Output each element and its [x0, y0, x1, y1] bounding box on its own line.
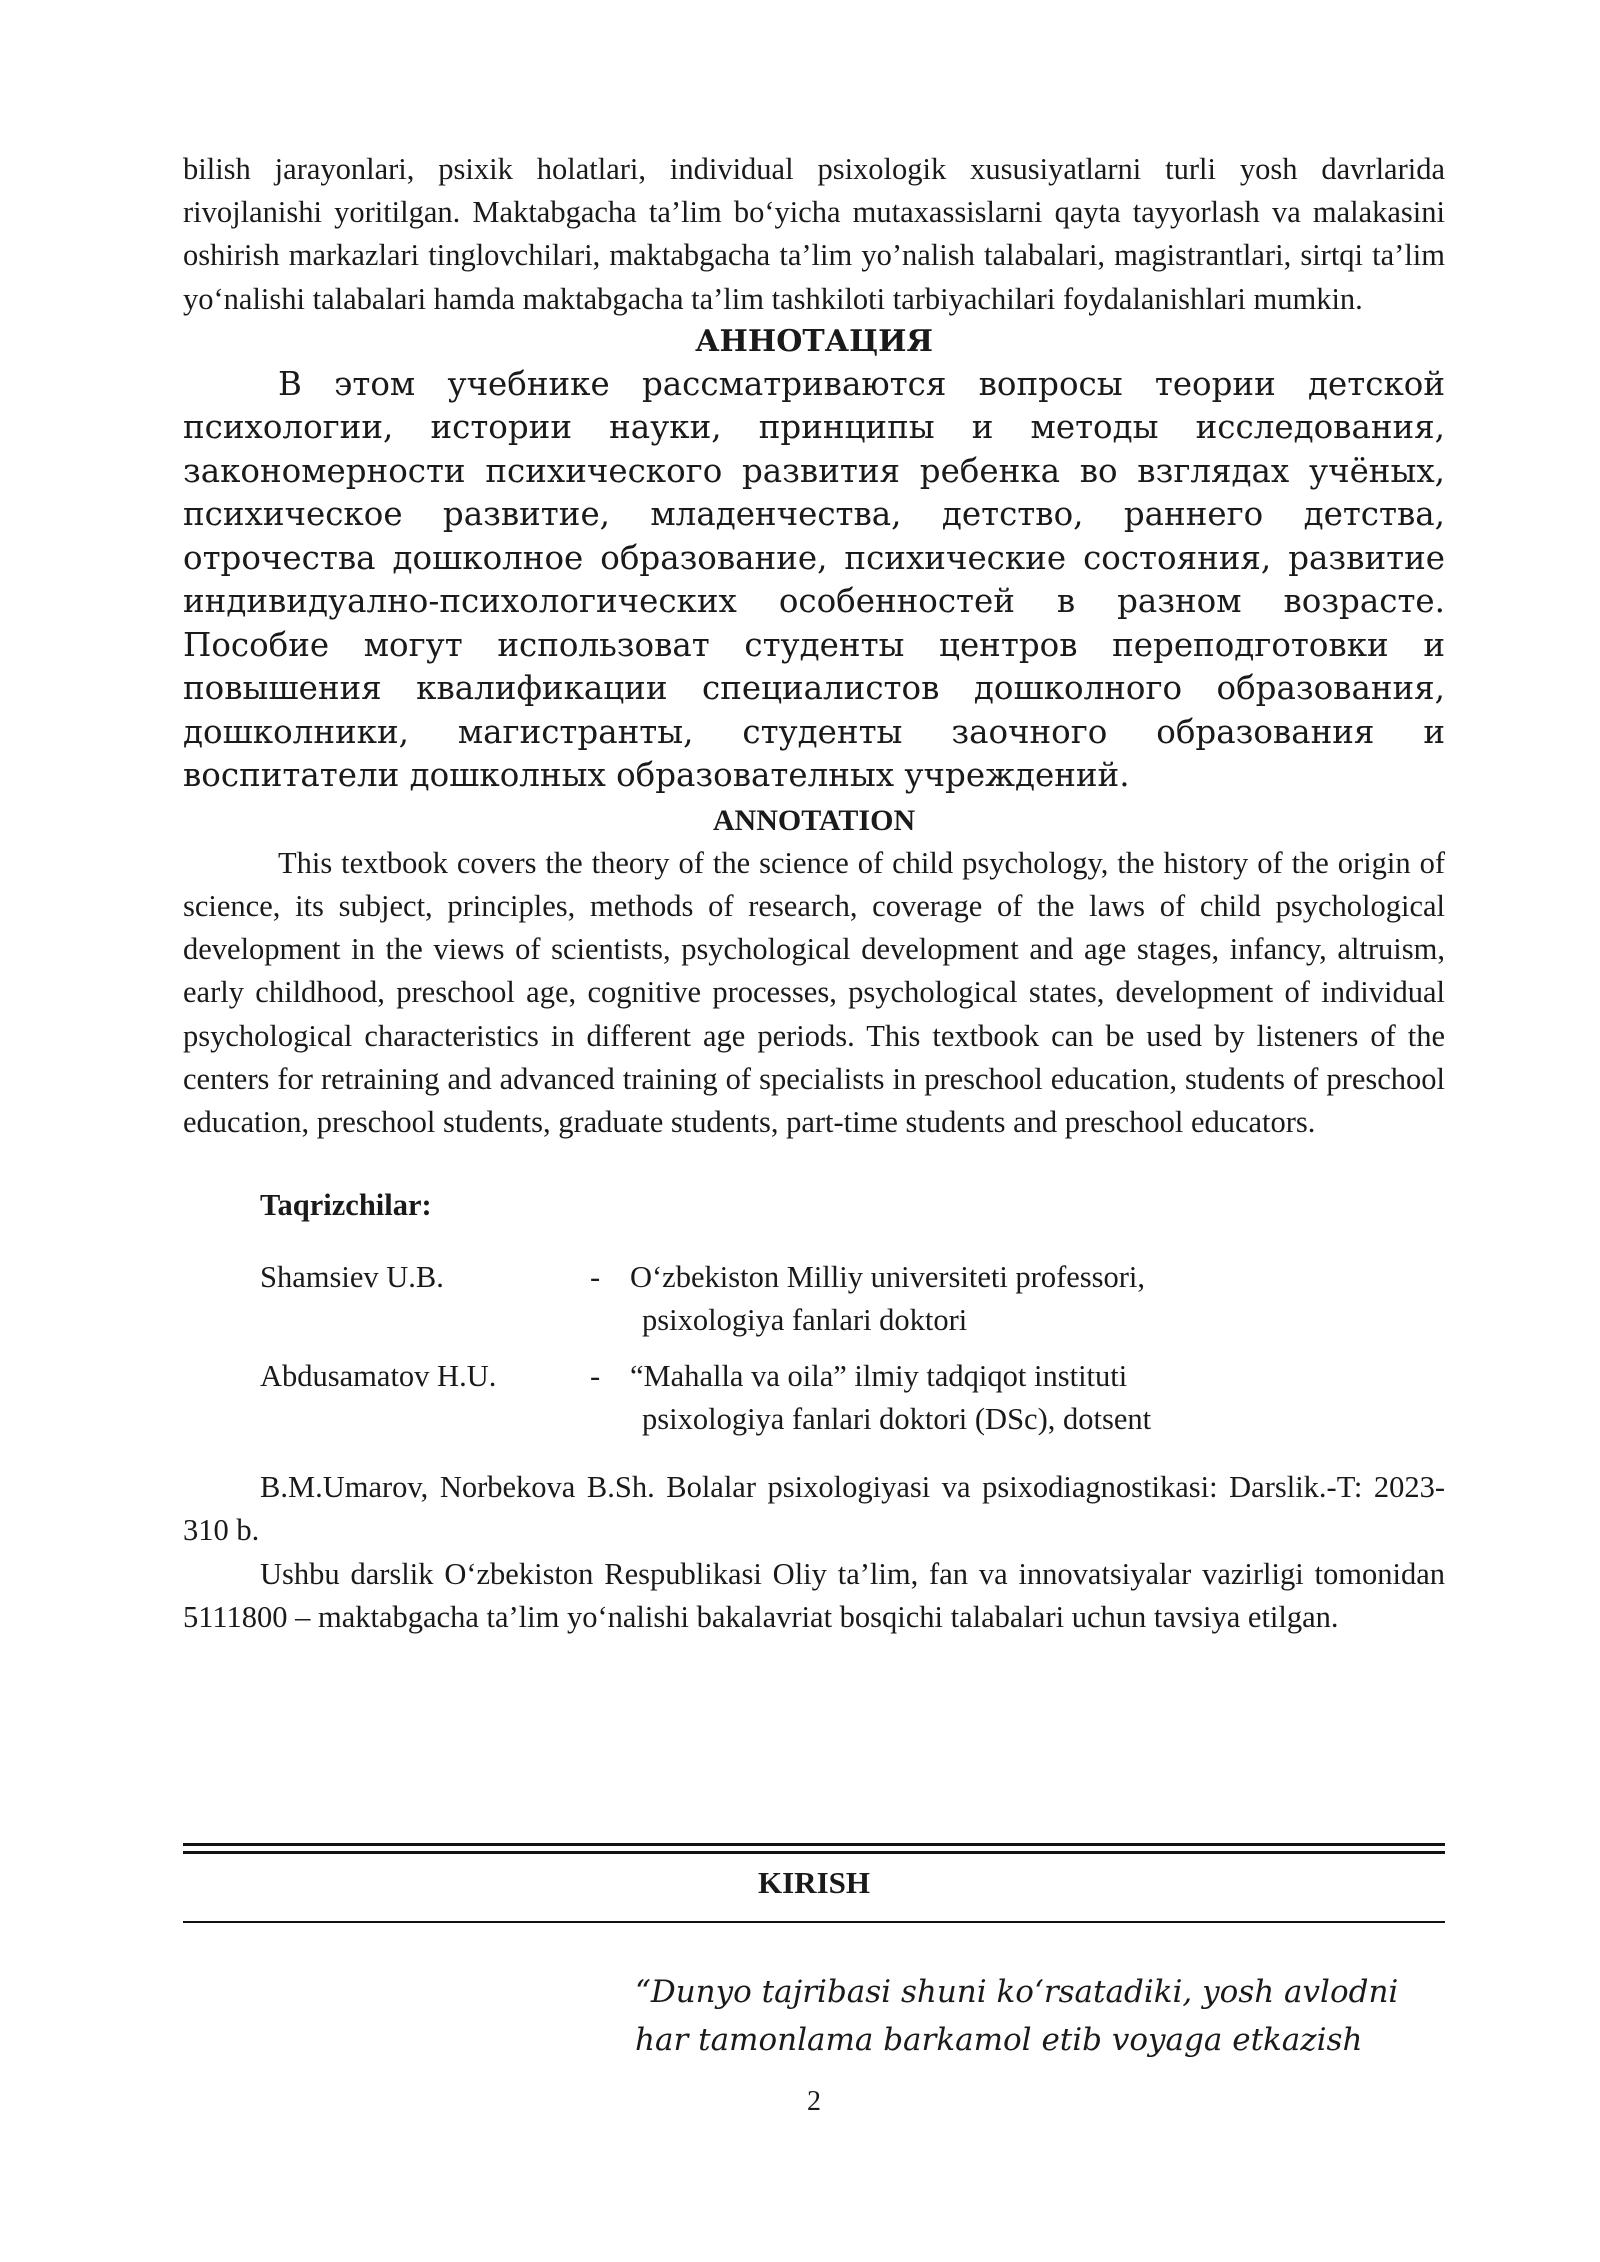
annotation-ru-heading: АННОТАЦИЯ: [695, 323, 933, 359]
intro-uz-paragraph: bilish jarayonlari, psixik holatlari, individual psixologik xususiyatlarni turli yosh davrlarida rivojlanishi yoritilgan. Maktabgacha ta’lim bo‘yicha mutaxassislarni qayta tayyorlash va malakasini oshirish markazlari tinglovchilari, maktabgacha ta’lim yo’nalish talabalari, magistrantlari, sirtqi ta’lim yo‘nalishi talabalari hamda maktabgacha ta’lim tashkiloti tarbiyachilari foydalanishlari mumkin.: [183, 152, 1445, 316]
section-divider-bottom: [183, 1921, 1445, 1923]
reviewer-desc-line2: psixologiya fanlari doktori: [642, 1303, 968, 1338]
reviewer-name: Abdusamatov H.U.: [260, 1359, 497, 1394]
reviewer-row: [260, 1355, 1445, 1441]
epigraph-line2: har tamonlama barkamol etib voyaga etkazish: [635, 2022, 1363, 2058]
document-page: [183, 148, 1445, 2117]
annotation-ru-paragraph: В этом учебнике рассматриваются вопросы теории детской психологии, истории науки, принципы и методы исследования, закономерности психического развития ребенка во взглядах учёных, психическое развитие, младенчества, детство, раннего детства, отрочества дошколное образование, психические состояния, развитие индивидуално-психологических особенностей в разном возрасте. Пособие могут использоват студенты центров переподготовки и повышения квалификации специалистов дошколного образования, дошколники, магистранты, студенты заочного образования и воспитатели дошколных образователных учреждений.: [183, 364, 1445, 795]
reviewer-row: [260, 1256, 1445, 1342]
reviewer-description: [630, 1256, 1330, 1342]
reviewer-desc-line1: “Mahalla va oila” ilmiy tadqiqot instituti: [630, 1359, 1128, 1394]
bibliography-citation: B.M.Umarov, Norbekova B.Sh. Bolalar psixologiyasi va psixodiagnostikasi: Darslik.-T: 2023-310 b.: [183, 1470, 1445, 1548]
reviewer-name: Shamsiev U.B.: [260, 1260, 444, 1295]
reviewer-dash: -: [590, 1359, 601, 1394]
reviewer-dash: -: [590, 1260, 601, 1295]
section-divider-top: [183, 1843, 1445, 1846]
section-title: KIRISH: [758, 1865, 870, 1900]
section-divider-top-second: [183, 1851, 1445, 1854]
bibliography-block: [183, 1466, 1445, 1639]
reviewers-title: Taqrizchilar:: [260, 1188, 432, 1223]
annotation-en-paragraph: This textbook covers the theory of the science of child psychology, the history of the origin of science, its subject, principles, methods of research, coverage of the laws of child psychological development in the views of scientists, psychological development and age stages, infancy, altruism, early childhood, preschool age, cognitive processes, psychological states, development of individual psychological characteristics in different age periods. This textbook can be used by listeners of the centers for retraining and advanced training of specialists in preschool education, students of preschool education, preschool students, graduate students, part-time students and preschool educators.: [183, 845, 1445, 1140]
epigraph: [635, 1968, 1455, 2064]
epigraph-line1: “Dunyo tajribasi shuni ko‘rsatadiki, yosh avlodni: [635, 1974, 1399, 2010]
reviewer-desc-line1: O‘zbekiston Milliy universiteti professori,: [630, 1260, 1146, 1295]
page-number: 2: [807, 2086, 821, 2117]
reviewer-description: [630, 1355, 1330, 1441]
reviewers-block: [183, 1184, 1445, 1441]
reviewer-desc-line2: psixologiya fanlari doktori (DSc), dotsent: [642, 1402, 1152, 1437]
annotation-en-heading: ANNOTATION: [712, 803, 916, 837]
bibliography-recommendation: Ushbu darslik O‘zbekiston Respublikasi Oliy ta’lim, fan va innovatsiyalar vazirligi tomonidan 5111800 – maktabgacha ta’lim yo‘nalishi bakalavriat bosqichi talabalari uchun tavsiya etilgan.: [183, 1556, 1445, 1634]
